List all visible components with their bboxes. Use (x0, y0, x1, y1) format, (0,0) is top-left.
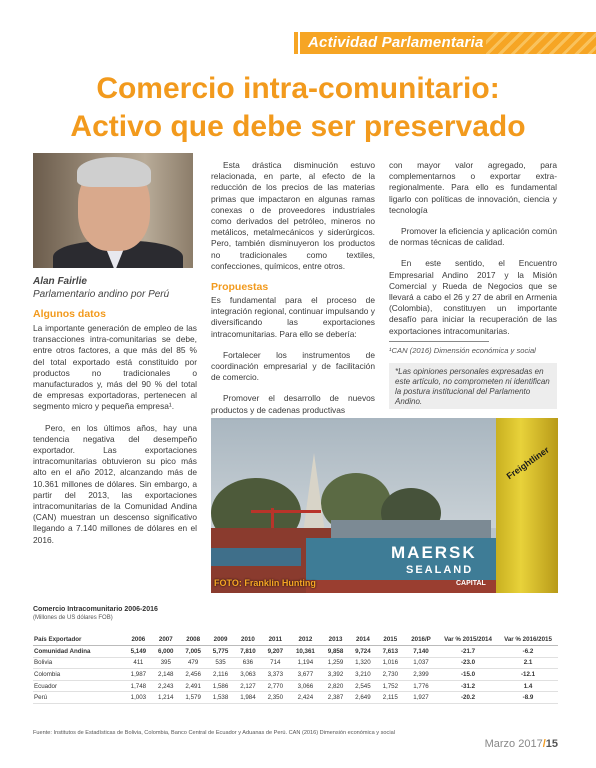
subhead-propuestas: Propuestas (211, 281, 269, 293)
paragraph: La importante generación de empleo de las transacciones intra-comunitarias se debe, entre otros factores, a que más del 85 % del total exportado está constituido por productos no tradicionales o manufacturados y, más del 90 % del total de empresas exportadoras, pertenecen al segmento micro y pequeña empresa¹. (33, 323, 197, 412)
table-cell: 2,424 (289, 692, 322, 704)
paragraph: Promover el desarrollo de nuevos productos y de cadenas productivas (211, 393, 375, 415)
table-source: Fuente: Institutos de Estadísticas de Bolivia, Colombia, Banco Central de Ecuador y Aduanas de Perú. CAN (2016) Dimensión económica y social (33, 730, 395, 736)
table-cell: 2,387 (322, 692, 349, 704)
table-cell: 2,649 (349, 692, 376, 704)
paragraph: Es fundamental para el proceso de integración regional, continuar impulsando y diversificando las exportaciones intracomunitarias. Para ello se debería: (211, 295, 375, 339)
column-2 (211, 160, 375, 282)
table-cell: 2,148 (152, 669, 179, 681)
table-header-cell: 2014 (349, 634, 376, 646)
table-title: Comercio Intracomunitario 2006-2016 (33, 606, 158, 613)
table-subtitle: (Millones de US dólares FOB) (33, 615, 113, 621)
banner-accent-bar (294, 32, 298, 54)
table-header-cell: 2015 (377, 634, 404, 646)
table-cell: 2,116 (207, 669, 234, 681)
table-cell: 2,350 (262, 692, 289, 704)
table-cell: -15.0 (438, 669, 498, 681)
table-cell: 2.1 (498, 657, 558, 669)
table-row (33, 669, 558, 681)
table-cell: 1.4 (498, 680, 558, 692)
table-cell: 7,613 (377, 646, 404, 658)
disclaimer-box: *Las opiniones personales expresadas en este artículo, no comprometen ni identifican la postura institucional del Parlamento Andino. (389, 363, 557, 409)
table-cell: -23.0 (438, 657, 498, 669)
table-cell: 2,491 (179, 680, 206, 692)
table-cell: -21.7 (438, 646, 498, 658)
table-cell: 9,858 (322, 646, 349, 658)
portrait-caption-name: Alan Fairlie (33, 276, 87, 287)
table-header-row (33, 634, 558, 646)
table-cell: 9,207 (262, 646, 289, 658)
page-folio (485, 738, 558, 750)
table-cell: 1,037 (404, 657, 438, 669)
footnote-divider (389, 341, 489, 342)
table-cell: 5,775 (207, 646, 234, 658)
table-header-cell: País Exportador (33, 634, 125, 646)
table-cell: 636 (234, 657, 261, 669)
table-cell: 411 (125, 657, 152, 669)
table-cell: 1,987 (125, 669, 152, 681)
article-title-line2: Activo que debe ser preservado (70, 110, 526, 143)
table-cell: 10,361 (289, 646, 322, 658)
table-cell: 3,210 (349, 669, 376, 681)
table-cell: 1,752 (377, 680, 404, 692)
table-cell: 1,194 (289, 657, 322, 669)
folio-page-number: 15 (545, 738, 558, 750)
table-cell: Colombia (33, 669, 125, 681)
table-header-cell: 2007 (152, 634, 179, 646)
table-header-cell: 2008 (179, 634, 206, 646)
table-cell: -31.2 (438, 680, 498, 692)
table-header-cell: 2009 (207, 634, 234, 646)
article-title-line1: Comercio intra-comunitario: (96, 72, 500, 105)
table-header-cell: 2006 (125, 634, 152, 646)
table-cell: 1,016 (377, 657, 404, 669)
table-cell: 7,810 (234, 646, 261, 658)
folio-month: Marzo 2017 (484, 738, 543, 750)
table-cell: 1,320 (349, 657, 376, 669)
photo-text-capital: CAPITAL (456, 580, 486, 587)
table-header-cell: 2013 (322, 634, 349, 646)
table-cell: 1,579 (179, 692, 206, 704)
paragraph: con mayor valor agregado, para complementarnos o exportar extra-regionalmente. Para ello es fundamental ligarlo con políticas de innovación, ciencia y tecnología (389, 160, 557, 215)
table-row (33, 680, 558, 692)
table-cell: 2,243 (152, 680, 179, 692)
table-cell: 1,748 (125, 680, 152, 692)
paragraph: Pero, en los últimos años, hay una tendencia negativa del desempeño exportador. Las exportaciones intracomunitarias obtuvieron su pico más alto en el año 2012, alcanzando más de 10.361 millones de dólares. Sin embargo, a partir del 2013, las exportaciones intracomunitarias de la Comunidad Andina (CAN) muestran un descenso significativo llegando a 7.140 millones de dólares en el 2016. (33, 422, 197, 545)
table-header-cell: 2011 (262, 634, 289, 646)
table-cell: 1,538 (207, 692, 234, 704)
table-header-cell: 2010 (234, 634, 261, 646)
table-cell: 2,456 (179, 669, 206, 681)
table-cell: 395 (152, 657, 179, 669)
table-header-cell: 2012 (289, 634, 322, 646)
column-1 (33, 323, 197, 556)
table-cell: 7,140 (404, 646, 438, 658)
table-cell: 1,259 (322, 657, 349, 669)
trade-table (33, 634, 558, 704)
table-row (33, 646, 558, 658)
table-cell: 3,373 (262, 669, 289, 681)
section-banner-label: Actividad Parlamentaria (308, 34, 484, 51)
table-cell: 535 (207, 657, 234, 669)
table-header-cell: Var % 2016/2015 (498, 634, 558, 646)
table-cell: 3,066 (289, 680, 322, 692)
photo-text-maersk: MAERSK (391, 543, 477, 562)
table-cell: 6,000 (152, 646, 179, 658)
folio-slash: / (542, 738, 546, 750)
subhead-algunos-datos: Algunos datos (33, 308, 106, 320)
footnote: ¹CAN (2016) Dimensión económica y social (389, 346, 536, 355)
photo-credit: FOTO: Franklin Hunting (214, 578, 316, 588)
table-cell: 2,115 (377, 692, 404, 704)
table-cell: 5,149 (125, 646, 152, 658)
table-cell: 2,127 (234, 680, 261, 692)
table-row (33, 692, 558, 704)
table-cell: 3,392 (322, 669, 349, 681)
table-cell: -12.1 (498, 669, 558, 681)
table-cell: 1,927 (404, 692, 438, 704)
table-row (33, 657, 558, 669)
photo-text-crane: Freightliner (504, 444, 551, 482)
table-cell: 2,820 (322, 680, 349, 692)
table-cell: Perú (33, 692, 125, 704)
table-cell: Ecuador (33, 680, 125, 692)
table-cell: Bolivia (33, 657, 125, 669)
paragraph: En este sentido, el Encuentro Empresarial Andino 2017 y la Misión Comercial y Rueda de Negocios que se llevará a cabo el 26 y 27 de abril en Armenia (Colombia), constituyen un importante desafío para iniciar la recuperación de las exportaciones intracomunitarias. (389, 258, 557, 336)
yellow-crane (496, 418, 558, 593)
paragraph: Promover la eficiencia y aplicación común de normas técnicas de calidad. (389, 226, 557, 248)
photo-text-sealand: SEALAND (406, 564, 474, 576)
table-cell: 2,545 (349, 680, 376, 692)
portrait-photo (33, 153, 193, 268)
table-cell: Comunidad Andina (33, 646, 125, 658)
paragraph: Esta drástica disminución estuvo relacionada, en parte, al efecto de la reducción de los precios de las materias primas que impactaron en algunas ramas conexas o de proveedores industriales como derivados del petróleo, mineros no metálicos, metalmecánicos y siderúrgicos. Pero, también disminuyeron los productos no tradicionales como textiles, confecciones, químicos, entre otros. (211, 160, 375, 271)
table-cell: -20.2 (438, 692, 498, 704)
table-cell: 1,586 (207, 680, 234, 692)
table-cell: -8.9 (498, 692, 558, 704)
port-photo (211, 418, 558, 593)
table-cell: 714 (262, 657, 289, 669)
column-2-continued (211, 295, 375, 426)
column-3 (389, 160, 557, 347)
portrait-caption-role: Parlamentario andino por Perú (33, 289, 170, 300)
section-banner (300, 32, 596, 54)
table-cell: 3,677 (289, 669, 322, 681)
table-cell: 7,005 (179, 646, 206, 658)
banner-stripes (486, 32, 596, 54)
table-header-cell: Var % 2015/2014 (438, 634, 498, 646)
table-header-cell: 2016/P (404, 634, 438, 646)
table-cell: -6.2 (498, 646, 558, 658)
table-cell: 1,214 (152, 692, 179, 704)
table-cell: 1,984 (234, 692, 261, 704)
table-cell: 3,063 (234, 669, 261, 681)
table-cell: 1,776 (404, 680, 438, 692)
table-cell: 2,770 (262, 680, 289, 692)
table-cell: 479 (179, 657, 206, 669)
table-cell: 9,724 (349, 646, 376, 658)
paragraph: Fortalecer los instrumentos de coordinación empresarial y de facilitación de comercio. (211, 349, 375, 383)
table-cell: 2,399 (404, 669, 438, 681)
table-cell: 1,003 (125, 692, 152, 704)
table-cell: 2,730 (377, 669, 404, 681)
